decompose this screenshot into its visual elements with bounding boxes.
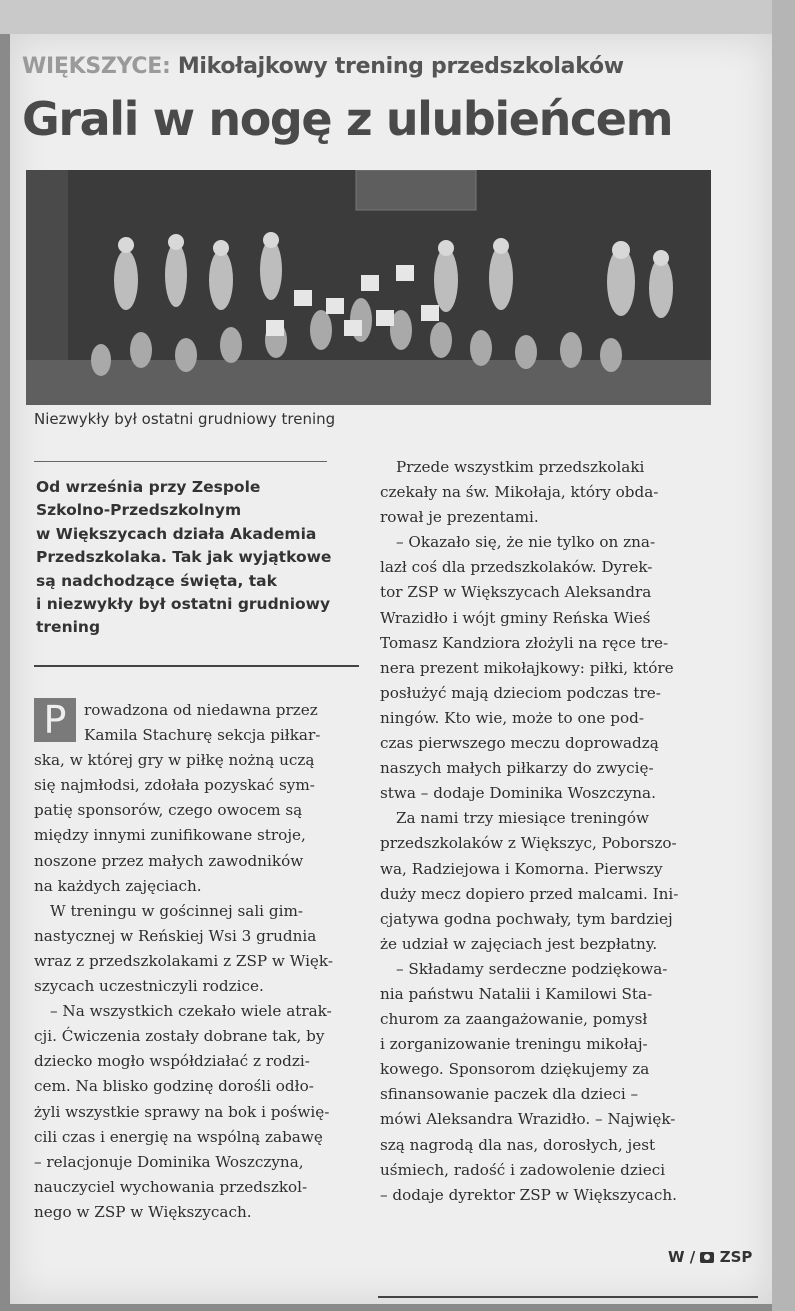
body-line: – dodaje dyrektor ZSP w Większycach. [380, 1185, 677, 1204]
lead-line: Przedszkolaka. Tak jak wyjątkowe [36, 548, 332, 567]
body-line: cjatywa godna pochwały, tym bardziej [380, 909, 673, 928]
body-line: na każdych zajęciach. [34, 876, 202, 895]
body-line: czas pierwszego meczu doprowadzą [380, 734, 659, 753]
scan-right-edge [772, 0, 795, 1311]
body-line: nia państwu Natalii i Kamilowi Sta- [380, 984, 653, 1003]
article-bottom-rule [378, 1296, 758, 1298]
lead-line: Od września przy Zespole [36, 478, 261, 496]
body-line: stwa – dodaje Dominika Woszczyna. [380, 784, 656, 803]
body-line: między innymi zunifikowane stroje, [34, 826, 306, 845]
scan-top-edge [0, 0, 795, 34]
photo-caption: Niezwykły był ostatni grudniowy trening [34, 410, 336, 428]
body-line: nauczyciel wychowania przedszkol- [34, 1177, 308, 1196]
body-line: ska, w której gry w piłkę nożną uczą [34, 751, 315, 770]
body-line: uśmiech, radość i zadowolenie dzieci [380, 1160, 666, 1179]
photo-credit [668, 1248, 752, 1266]
body-line: rowadzona od niedawna przez [84, 701, 318, 719]
body-line: churom za zaangażowanie, pomysł [380, 1010, 648, 1029]
body-line: nera prezent mikołajkowy: piłki, które [380, 658, 674, 677]
body-line: czekały na św. Mikołaja, który obda- [380, 483, 659, 502]
body-line: ningów. Kto wie, może to one pod- [380, 708, 644, 727]
body-line: – Składamy serdeczne podziękowa- [396, 959, 668, 978]
article-kicker [22, 54, 624, 79]
body-line: nego w ZSP w Większycach. [34, 1202, 252, 1221]
body-line: – Okazało się, że nie tylko on zna- [396, 533, 656, 552]
lead-top-rule [34, 461, 327, 462]
article-lead [36, 476, 366, 640]
body-line: cji. Ćwiczenia zostały dobrane tak, by [34, 1027, 325, 1046]
body-line: rował je prezentami. [380, 508, 539, 527]
drop-cap: P [34, 698, 76, 742]
body-line: przedszkolaków z Większyc, Poborszo- [380, 834, 677, 853]
body-line: duży mecz dopiero przed malcami. Ini- [380, 884, 679, 903]
body-line: Tomasz Kandziora złożyli na ręce tre- [380, 633, 669, 652]
body-line: lazł coś dla przedszkolaków. Dyrek- [380, 558, 653, 577]
kicker-place: WIĘKSZYCE: [22, 54, 171, 79]
body-line: patię sponsorów, czego owocem są [34, 801, 303, 820]
body-line: wraz z przedszkolakami z ZSP w Więk- [34, 951, 333, 970]
body-line: W treningu w gościnnej sali gim- [50, 901, 303, 920]
body-column-1 [34, 698, 364, 1225]
body-line: sfinansowanie paczek dla dzieci – [380, 1085, 639, 1104]
body-line: cili czas i energię na wspólną zabawę [34, 1127, 323, 1146]
body-line: dziecko mogło współdziałać z rodzi- [34, 1052, 310, 1071]
body-line: Za nami trzy miesiące treningów [396, 809, 650, 828]
credit-prefix: W / [668, 1248, 696, 1266]
body-line: i zorganizowanie treningu mikołaj- [380, 1035, 648, 1054]
group-photo-illustration [26, 170, 711, 405]
body-line: wa, Radziejowa i Komorna. Pierwszy [380, 859, 663, 878]
credit-suffix: ZSP [719, 1248, 753, 1266]
kicker-topic: Mikołajkowy trening przedszkolaków [177, 54, 624, 79]
lead-line: są nadchodzące święta, tak [36, 571, 277, 590]
lead-line: Szkolno-Przedszkolnym [36, 501, 242, 520]
body-line: – relacjonuje Dominika Woszczyna, [34, 1152, 304, 1171]
body-line: cem. Na blisko godzinę dorośli odło- [34, 1077, 314, 1096]
body-line: posłużyć mają dzieciom podczas tre- [380, 683, 661, 702]
body-line: naszych małych piłkarzy do zwycię- [380, 759, 654, 778]
body-line: kowego. Sponsorom dziękujemy za [380, 1060, 650, 1079]
lead-line: i niezwykły był ostatni grudniowy [36, 595, 331, 614]
body-line: szycach uczestniczyli rodzice. [34, 977, 264, 996]
group-photo [26, 170, 711, 405]
body-line: Przede wszystkim przedszkolaki [396, 458, 645, 476]
lead-bottom-rule [34, 665, 359, 667]
lead-line: trening [36, 618, 101, 637]
camera-icon [700, 1252, 714, 1263]
body-line: nastycznej w Reńskiej Wsi 3 grudnia [34, 926, 317, 945]
body-line: mówi Aleksandra Wrazidło. – Najwięk- [380, 1110, 676, 1129]
body-line: noszone przez małych zawodników [34, 851, 304, 870]
article-headline: Grali w nogę z ulubieńcem [22, 92, 673, 146]
body-line: tor ZSP w Większycach Aleksandra [380, 583, 652, 602]
body-line: Kamila Stachurę sekcja piłkar- [84, 726, 321, 745]
body-line: się najmłodsi, zdołała pozyskać sym- [34, 776, 315, 795]
lead-line: w Większycach działa Akademia [36, 524, 317, 543]
body-line: Wrazidło i wójt gminy Reńska Wieś [380, 608, 651, 627]
body-line: że udział w zajęciach jest bezpłatny. [380, 934, 658, 953]
body-column-2 [380, 455, 755, 1208]
body-line: – Na wszystkich czekało wiele atrak- [50, 1002, 332, 1021]
body-line: żyli wszystkie sprawy na bok i poświę- [34, 1102, 330, 1121]
body-line: szą nagrodą dla nas, dorosłych, jest [380, 1135, 656, 1154]
